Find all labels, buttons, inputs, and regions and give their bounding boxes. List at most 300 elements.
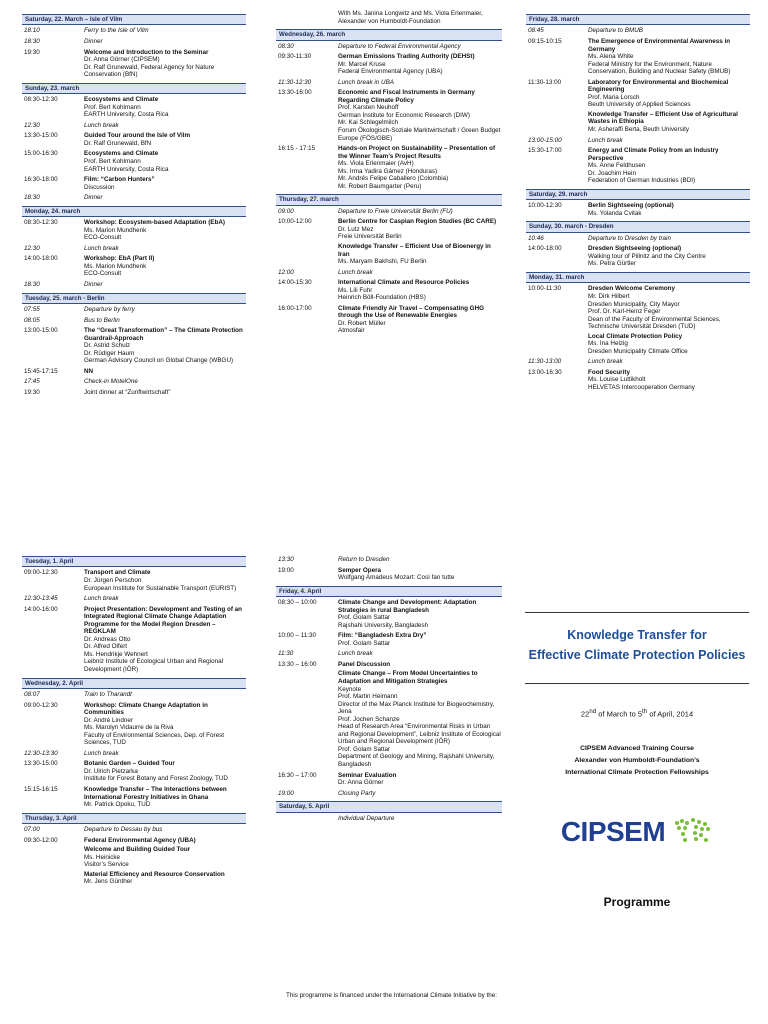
event-detail: Ms. Ina Helzig: [588, 340, 628, 348]
schedule-entry: [22, 245, 246, 253]
event-title: Workshop: Ecosystem-based Adaptation (EbA): [84, 219, 225, 227]
schedule-entry: [276, 661, 502, 769]
entry-time: 12:30: [24, 121, 40, 129]
schedule-entry: [526, 202, 750, 217]
event-detail: Mr. Jens Günther: [84, 878, 133, 886]
entry-time: [276, 815, 338, 823]
event-detail: Ms. Hendrikje Wehnert: [84, 650, 148, 658]
event-detail: Ms. Lili Fuhr: [338, 286, 373, 294]
event-title: Knowledge Transfer – Efficient Use of Bioenergy in Iran: [338, 243, 491, 258]
entry-time: 13:30-15:00: [24, 132, 58, 140]
entry-time: 08:05: [24, 316, 40, 324]
entry-content: [338, 145, 502, 190]
event-detail: Dr. Andreas Otto: [84, 635, 131, 643]
entry-content: [588, 245, 750, 268]
event-detail: Beuth University of Applied Sciences: [588, 101, 691, 109]
entry-time: 11:30: [278, 650, 294, 658]
event-detail: Department of Geology and Mining, Rajshahi University, Bangladesh: [338, 753, 495, 769]
entry-time: [276, 10, 338, 25]
entry-content: [338, 661, 502, 769]
event-detail: Dr. Ulrich Pietzarka: [84, 767, 138, 775]
entry-content: [338, 305, 502, 335]
event-detail: Ms. Marion Mundhenk: [84, 226, 147, 234]
schedule-entry: [276, 43, 502, 51]
entry-time: 08:45: [528, 27, 544, 35]
event-title: Dresden Sightseeing (optional): [588, 245, 682, 253]
entry-time: 09:00-12:30: [24, 701, 58, 709]
day-header: Friday, 4. April: [276, 586, 502, 597]
event-detail: Prof. Dr. Karl-Heinz Feger: [588, 308, 661, 316]
schedule-entry: [22, 49, 246, 79]
event-detail: Dr. Alfred Olfert: [84, 643, 128, 651]
entry-time: 10:00-12:30: [528, 202, 562, 210]
event-detail: Ms. Viola Erlenmaier (AvH): [338, 160, 414, 168]
entry-content: [338, 650, 502, 658]
event-detail: EARTH University, Costa Rica: [84, 111, 169, 119]
entry-content: [588, 27, 750, 35]
course-line-3: International Climate Protection Fellowships: [565, 768, 709, 776]
course-line-1: CIPSEM Advanced Training Course: [580, 744, 694, 752]
entry-time: 08:30-12:30: [24, 219, 58, 227]
event-detail: EARTH University, Costa Rica: [84, 165, 169, 173]
event-detail: Ms. Alena White: [588, 53, 634, 61]
schedule-entry: [22, 194, 246, 202]
event-detail: Ms. Maryam Bakhshi, FU Berlin: [338, 258, 427, 266]
entry-content: [84, 176, 246, 191]
schedule-entry: [276, 269, 502, 277]
event-title: Workshop: Climate Change Adaptation in Communities: [84, 701, 208, 717]
event-detail: Dr. Rüdiger Haum: [84, 349, 135, 357]
event-detail: Prof. Bert Kohlmann: [84, 103, 141, 111]
entry-content: [84, 281, 246, 289]
entry-content: [84, 317, 246, 325]
schedule-column-4: [22, 552, 246, 889]
event-detail: Dinner: [84, 194, 103, 202]
event-detail: Dinner: [84, 37, 103, 45]
schedule-entry: [276, 89, 502, 142]
entry-time: 08:30: [278, 42, 294, 50]
day-header: Monday, 31. march: [526, 272, 750, 283]
event-detail: Train to Tharandt: [84, 690, 132, 698]
entry-content: [338, 53, 502, 76]
schedule-entry: [22, 281, 246, 289]
entry-time: 15:45-17:15: [24, 367, 58, 375]
entry-time: 11:30-13:00: [528, 78, 562, 86]
schedule-entry: [22, 569, 246, 592]
entry-time: 10:46: [528, 234, 544, 242]
entry-time: 18:30: [24, 280, 40, 288]
schedule-entry: [22, 389, 246, 397]
day-header: Thursday, 3. April: [22, 813, 246, 824]
logo-text: CIPSEM: [560, 816, 666, 848]
event-detail: Dr. Astrid Schulz: [84, 342, 131, 350]
event-title: Food Security: [588, 368, 630, 376]
event-detail: Departure to Dessau by bus: [84, 826, 163, 834]
entry-content: [84, 306, 246, 314]
event-detail: Ferry to the Isle of Vilm: [84, 27, 149, 35]
entry-content: [338, 208, 502, 216]
entry-time: 13:00-16:30: [528, 368, 562, 376]
entry-time: 14:00-15:30: [278, 279, 312, 287]
event-title: Semper Opera: [338, 566, 382, 574]
schedule-entry: [276, 279, 502, 302]
schedule-entry: [526, 79, 750, 134]
entry-content: [84, 750, 246, 758]
schedule-entry: [22, 176, 246, 191]
event-detail: ECO-Consult: [84, 270, 122, 278]
event-detail: Return to Dresden: [338, 556, 390, 563]
event-detail: Lunch break: [84, 595, 119, 603]
schedule-entry: [22, 27, 246, 35]
entry-time: 15:15-16:15: [24, 786, 58, 793]
day-header: Sunday, 30. march - Dresden: [526, 221, 750, 232]
event-title: Laboratory for Environmental and Biochemical Engineering: [588, 78, 729, 94]
entry-content: [84, 595, 246, 603]
event-detail: Departure to Freie Universität Berlin (FU): [338, 207, 453, 215]
event-title: Botanic Garden – Guided Tour: [84, 760, 175, 768]
schedule-entry: [276, 599, 502, 629]
schedule-entry: [22, 786, 246, 809]
entry-time: 19:00: [278, 789, 294, 797]
entry-content: [84, 378, 246, 386]
schedule-column-2: [276, 10, 502, 338]
entry-content: [338, 79, 502, 87]
entry-content: [588, 79, 750, 134]
entry-content: [84, 255, 246, 278]
schedule-entry: [276, 632, 502, 647]
schedule-entry: [526, 235, 750, 243]
day-header: Saturday, 5. April: [276, 801, 502, 812]
event-detail: Mr. Andrés Felipe Caballero (Colombia): [338, 175, 449, 183]
schedule-entry: [526, 38, 750, 76]
event-detail: Lunch break: [84, 121, 119, 129]
event-detail: Prof. Jochen Schanze: [338, 715, 400, 723]
event-title: Economic and Fiscal Instruments in Germany Regarding Climate Policy: [338, 89, 475, 104]
entry-time: 10:00-12:00: [278, 218, 312, 226]
event-detail: Departure by ferry: [84, 305, 135, 313]
event-title: Film: “Carbon Hunters”: [84, 176, 155, 184]
schedule-entry: [22, 255, 246, 278]
event-title: Workshop: EbA (Part II): [84, 255, 155, 263]
event-detail: Departure to BMUB: [588, 27, 643, 35]
schedule-entry: [276, 790, 502, 798]
schedule-entry: [22, 317, 246, 325]
event-detail: Dr. Jürgen Perschon: [84, 576, 142, 584]
schedule-entry: [276, 556, 502, 564]
event-detail: Dr. Ralf Grunewald, BfN: [84, 139, 152, 147]
event-detail: Closing Party: [338, 789, 376, 797]
event-detail: Head of Research Area “Environmental Risks in Urban and Regional Development”, Leibniz Institute of Ecological Urban and Regional Development (IÖR): [338, 723, 501, 746]
schedule-column-5: [276, 556, 502, 825]
entry-time: 08:30-12:30: [24, 96, 58, 104]
schedule-entry: [22, 691, 246, 699]
cover-rule-top: [525, 612, 749, 613]
event-detail: Prof. Golam Sattar: [338, 639, 391, 647]
event-detail: Lunch break: [588, 136, 623, 144]
entry-content: [84, 569, 246, 592]
event-title: Berlin Centre for Caspian Region Studies (BC CARE): [338, 218, 497, 226]
entry-time: 08:30 – 10:00: [278, 599, 317, 607]
cover-course: [525, 743, 749, 780]
event-detail: Federal Ministry for the Environment, Nature Conservation, Building and Nuclear Safety (BMUB): [588, 60, 731, 76]
event-detail: Forum Ökologisch-Soziale Marktwirtschaft / Green Budget Europe (FÖS/GBE): [338, 127, 501, 142]
event-detail: Leibniz Institute of Ecological Urban and Regional Development (IÖR): [84, 658, 223, 673]
entry-content: [338, 632, 502, 647]
entry-time: 12:00: [278, 268, 294, 276]
entry-content: [84, 702, 246, 747]
event-title: Berlin Sightseeing (optional): [588, 202, 674, 210]
schedule-entry: [22, 327, 246, 365]
schedule-entry: [526, 285, 750, 355]
schedule-entry: [526, 245, 750, 268]
event-detail: HELVETAS Intercooperation Germany: [588, 383, 695, 391]
event-title: The Emergence of Environmental Awareness in Germany: [588, 37, 731, 53]
entry-content: [84, 786, 246, 809]
event-detail: Institute for Forest Botany and Forest Zoology, TUD: [84, 775, 228, 783]
entry-content: [338, 790, 502, 798]
event-title: Welcome and Introduction to the Seminar: [84, 48, 209, 56]
event-detail: Ms. Anne Feldhusen: [588, 162, 646, 170]
entry-content: [84, 760, 246, 783]
entry-time: 09:30-11:30: [278, 53, 312, 61]
event-detail: Prof. Martin Heimann: [338, 693, 398, 701]
programme-heading: Programme: [603, 895, 671, 910]
day-header: Thursday, 27. march: [276, 194, 502, 205]
entry-content: [588, 38, 750, 76]
schedule-entry: [22, 750, 246, 758]
day-header: Saturday, 29. march: [526, 189, 750, 200]
entry-time: 13:00-15:00: [24, 327, 58, 335]
event-detail: Lunch break: [84, 749, 119, 757]
entry-content: [588, 147, 750, 185]
course-line-2: Alexander von Humboldt-Foundation’s: [574, 756, 700, 764]
schedule-entry: [22, 606, 246, 674]
event-title: Transport and Climate: [84, 569, 151, 577]
entry-time: 07:00: [24, 826, 40, 834]
schedule-entry: [22, 837, 246, 886]
schedule-entry: [276, 305, 502, 335]
event-detail: Dresden Municipality, City Mayor: [588, 300, 680, 308]
entry-content: [84, 122, 246, 130]
event-title: Climate Change and Development: Adaptation Strategies in rural Bangladesh: [338, 599, 477, 614]
event-detail: Dr. Joachim Hein: [588, 169, 636, 177]
event-title: International Climate and Resource Policies: [338, 279, 470, 287]
event-detail: Bus to Berlin: [84, 316, 120, 324]
event-detail: Dean of the Faculty of Environmental Sciences, Technische Universität Dresden (TUD): [588, 315, 721, 331]
event-title: Material Efficiency and Resource Conservation: [84, 870, 225, 878]
entry-time: 19:30: [24, 48, 40, 56]
event-detail: German Institute for Economic Research (DIW): [338, 111, 470, 119]
entry-time: 13:30: [278, 556, 294, 563]
event-detail: Visitor’s Service: [84, 861, 129, 869]
event-title: Dresden Welcome Ceremony: [588, 285, 676, 293]
schedule-entry: [276, 218, 502, 265]
event-detail: Dinner: [84, 280, 103, 288]
event-title: German Emissions Trading Authority (DEHSt): [338, 53, 475, 61]
event-detail: Lunch break: [338, 650, 373, 658]
event-detail: Mr. Marcel Kruse: [338, 60, 386, 68]
entry-time: 09:30-12:00: [24, 836, 58, 844]
entry-content: [84, 132, 246, 147]
event-detail: Departure to Federal Environmental Agency: [338, 42, 461, 50]
entry-content: [84, 389, 246, 397]
entry-time: 19:00: [278, 566, 294, 574]
event-detail: Mr. Asheraffi Berta, Beuth University: [588, 126, 690, 133]
schedule-entry: [276, 145, 502, 190]
entry-content: [84, 691, 246, 699]
event-detail: Mr. Patrick Opoku, TUD: [84, 801, 151, 809]
schedule-entry: [276, 10, 502, 25]
schedule-entry: [276, 772, 502, 787]
day-header: Wednesday, 2. April: [22, 678, 246, 689]
schedule-entry: [22, 378, 246, 386]
event-title: Energy and Climate Policy from an Industry Perspective: [588, 147, 719, 162]
event-title: Project Presentation: Development and Testing of an Integrated Regional Climate Change Adaptation Programme for the Model Region Dresden – REGKLAM: [84, 605, 243, 636]
schedule-entry: [22, 150, 246, 173]
event-detail: Atmosfair: [338, 327, 365, 335]
schedule-entry: [276, 650, 502, 658]
event-detail: Dr. Lutz Mez: [338, 225, 374, 233]
entry-content: [588, 369, 750, 392]
entry-time: 18:10: [24, 27, 40, 35]
event-detail: Ms. Louise Luttikholt: [588, 376, 646, 384]
entry-time: 10:00-11:30: [528, 285, 562, 293]
schedule-entry: [276, 208, 502, 216]
cover-title-line-1: Knowledge Transfer for: [567, 628, 707, 642]
entry-time: 16:30-18:00: [24, 176, 58, 184]
entry-time: 11:30-12:30: [278, 78, 312, 86]
event-title: Climate Change – From Model Uncertainties to Adaptation and Mitigation Strategies: [338, 670, 478, 685]
event-title: Film: “Bangladesh Extra Dry”: [338, 632, 427, 640]
entry-content: [588, 202, 750, 217]
entry-time: 12:30: [24, 244, 40, 252]
event-detail: Lunch break: [588, 358, 623, 366]
day-header: Wednesday, 26. march: [276, 29, 502, 40]
entry-time: 09:00: [278, 207, 294, 215]
event-detail: Dr. Anna Görner (CIPSEM): [84, 56, 160, 64]
entry-time: 08:07: [24, 690, 40, 698]
event-detail: Lunch break in UBA: [338, 78, 395, 86]
day-header: Sunday, 23. march: [22, 83, 246, 94]
event-title: Panel Discussion: [338, 660, 391, 668]
entry-content: [84, 327, 246, 365]
event-detail: Dr. Robert Müller: [338, 319, 386, 327]
event-detail: Individual Departure: [338, 814, 395, 822]
entry-content: [84, 27, 246, 35]
event-title: Welcome and Building Guided Tour: [84, 846, 191, 854]
event-detail: Ms. Petra Gürtler: [588, 260, 636, 268]
entry-content: [84, 38, 246, 46]
event-detail: Mr. Robert Baumgarter (Peru): [338, 182, 422, 190]
entry-time: 18:30: [24, 194, 40, 202]
event-detail: Federation of German Industries (BDI): [588, 177, 696, 185]
event-detail: Ms. Heinicke: [84, 853, 121, 861]
entry-time: 09:15-10:15: [528, 37, 562, 45]
event-detail: Prof. Golam Sattar: [338, 614, 391, 622]
schedule-entry: [22, 122, 246, 130]
event-detail: Prof. Bert Kohlmann: [84, 157, 141, 165]
schedule-entry: [276, 567, 502, 582]
entry-content: [84, 49, 246, 79]
event-title: Knowledge Transfer – The Interactions between International Forestry Initiatives in Ghana: [84, 786, 227, 801]
event-detail: Keynote: [338, 685, 362, 693]
event-title: Climate Friendly Air Travel – Compensating GHG through the Use of Renewable Energies: [338, 304, 485, 320]
event-detail: German Advisory Council on Global Change (WBGU): [84, 357, 234, 365]
event-title: Ecosystems and Climate: [84, 150, 159, 158]
schedule-entry: [22, 595, 246, 603]
schedule-entry: [526, 358, 750, 366]
event-title: NN: [84, 367, 94, 375]
day-header: Tuesday, 1. April: [22, 556, 246, 567]
day-header: Monday, 24. march: [22, 206, 246, 217]
schedule-entry: [526, 137, 750, 145]
day-header: Tuesday, 25. march - Berlin: [22, 293, 246, 304]
entry-content: [588, 235, 750, 243]
entry-content: [338, 218, 502, 265]
entry-time: 12:30-13:30: [24, 749, 58, 757]
schedule-entry: [526, 369, 750, 392]
event-detail: Freie Universität Berlin: [338, 233, 402, 241]
event-detail: Ms. Irma Yadira Gámez (Honduras): [338, 167, 438, 175]
event-detail: Lunch break: [338, 268, 373, 276]
cover-title: [525, 625, 749, 665]
event-detail: Prof. Golam Sattar: [338, 745, 391, 753]
event-detail: Heinrich Böll-Foundation (HBS): [338, 294, 426, 302]
day-header: Friday, 28. march: [526, 14, 750, 25]
entry-time: 13:30-16:00: [278, 89, 312, 97]
entry-time: 13:30-15:00: [24, 760, 58, 768]
entry-time: 10:00 – 11:30: [278, 632, 317, 640]
event-detail: Prof. Karsten Neuhoff: [338, 104, 399, 112]
cipsem-logo: [525, 815, 749, 849]
schedule-column-3: [526, 10, 750, 395]
schedule-entry: [526, 27, 750, 35]
entry-time: 07:55: [24, 305, 40, 313]
entry-time: 15:00-16:30: [24, 150, 58, 158]
entry-content: [338, 556, 502, 564]
event-detail: Ms. Yolanda Cvitak: [588, 209, 642, 217]
event-detail: Departure to Dresden by train: [588, 234, 671, 242]
schedule-column-1: [22, 10, 246, 399]
event-detail: Walking tour of Pillnitz and the City Centre: [588, 252, 706, 260]
event-title: Knowledge Transfer – Efficient Use of Agricultural Wastes in Ethiopia: [588, 110, 738, 126]
cover-title-line-2: Effective Climate Protection Policies: [528, 648, 746, 662]
event-title: Seminar Evaluation: [338, 771, 397, 779]
event-title: Guided Tour around the Isle of Vilm: [84, 132, 191, 140]
event-detail: Lunch break: [84, 244, 119, 252]
event-detail: Dresden Municipality Climate Office: [588, 347, 688, 355]
schedule-entry: [276, 53, 502, 76]
day-header: Saturday, 22. March – Isle of Vilm: [22, 14, 246, 25]
event-detail: Director of the Max Planck Institute for Biogeochemistry, Jena: [338, 700, 495, 716]
event-detail: Ms. Marion Mundhenk: [84, 262, 147, 270]
entry-time: 13:30 – 16:00: [278, 660, 317, 668]
event-detail: Joint dinner at “Zunftwirtschaft”: [84, 388, 171, 396]
event-detail: Mr. Kai Schlegelmilch: [338, 119, 399, 127]
event-detail: With Ms. Janina Longwitz and Ms. Viola Erlenmaier, Alexander von Humboldt-Foundation: [338, 10, 483, 25]
globe-map-icon: [669, 815, 713, 849]
event-detail: Dr. Anna Görner: [338, 779, 384, 787]
event-detail: Faculty of Environmental Sciences, Dep. of Forest Sciences, TUD: [84, 731, 224, 747]
schedule-entry: [276, 79, 502, 87]
schedule-entry: [22, 368, 246, 376]
schedule-entry: [22, 826, 246, 834]
event-detail: Ms. Marolyn Vidaurre de la Riva: [84, 724, 174, 732]
schedule-entry: [22, 219, 246, 242]
cover-dates: 22nd of March to 5th of April, 2014: [580, 708, 694, 719]
entry-content: [338, 89, 502, 142]
event-detail: Prof. Maria Lorsch: [588, 93, 640, 101]
